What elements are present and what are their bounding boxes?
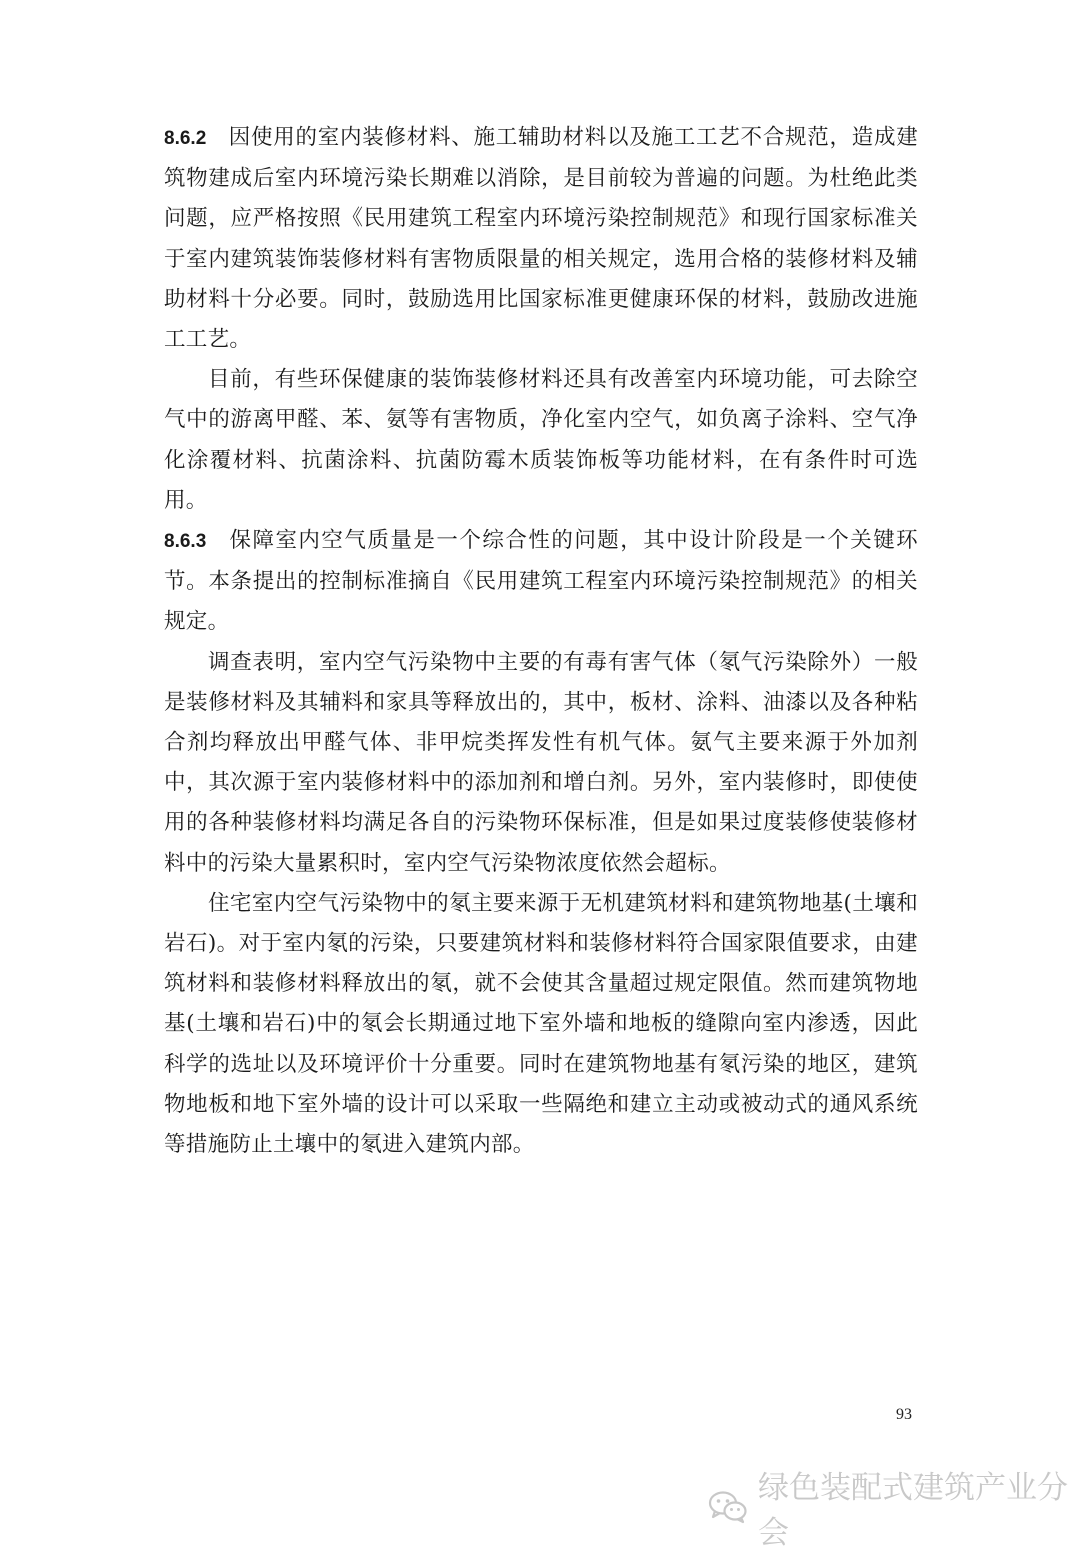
wechat-icon — [708, 1490, 748, 1524]
watermark — [708, 1462, 1080, 1552]
clause-8-6-2 — [164, 118, 918, 360]
page-number: 93 — [896, 1406, 912, 1423]
clause-number: 8.6.2 — [164, 128, 207, 149]
document-body — [164, 118, 918, 1165]
clause-8-6-3 — [164, 521, 918, 643]
clause-text: 保障室内空气质量是一个综合性的问题，其中设计阶段是一个关键环节。本条提出的控制标准摘自《民用建筑工程室内环境污染控制规范》的相关规定。 — [164, 528, 918, 635]
clause-text: 因使用的室内装修材料、施工辅助材料以及施工工艺不合规范，造成建筑物建成后室内环境污染长期难以消除，是目前较为普遍的问题。为杜绝此类问题，应严格按照《民用建筑工程室内环境污染控制规范》和现行国家标准关于室内建筑装饰装修材料有害物质限量的相关规定，选用合格的装修材料及辅助材料十分必要。同时，鼓励选用比国家标准更健康环保的材料，鼓励改进施工工艺。 — [164, 125, 918, 353]
paragraph: 调查表明，室内空气污染物中主要的有毒有害气体（氡气污染除外）一般是装修材料及其辅料和家具等释放出的，其中，板材、涂料、油漆以及各种粘合剂均释放出甲醛气体、非甲烷类挥发性有机气体。氨气主要来源于外加剂中，其次源于室内装修材料中的添加剂和增白剂。另外，室内装修时，即使使用的各种装修材料均满足各自的污染物环保标准，但是如果过度装修使装修材料中的污染大量累积时，室内空气污染物浓度依然会超标。 — [164, 649, 918, 876]
paragraph: 住宅室内空气污染物中的氡主要来源于无机建筑材料和建筑物地基(土壤和岩石)。对于室内氡的污染，只要建筑材料和装修材料符合国家限值要求，由建筑材料和装修材料释放出的氡，就不会使其含量超过规定限值。然而建筑物地基(土壤和岩石)中的氡会长期通过地下室外墙和地板的缝隙向室内渗透，因此科学的选址以及环境评价十分重要。同时在建筑物地基有氡污染的地区，建筑物地板和地下室外墙的设计可以采取一些隔绝和建立主动或被动式的通风系统等措施防止土壤中的氡进入建筑内部。 — [164, 890, 918, 1158]
watermark-text: 绿色装配式建筑产业分会 — [758, 1470, 1068, 1551]
paragraph: 目前，有些环保健康的装饰装修材料还具有改善室内环境功能，可去除空气中的游离甲醛、苯、氨等有害物质，净化室内空气，如负离子涂料、空气净化涂覆材料、抗菌涂料、抗菌防霉木质装饰板等功能材料，在有条件时可选用。 — [164, 367, 918, 513]
clause-number: 8.6.3 — [164, 531, 207, 553]
